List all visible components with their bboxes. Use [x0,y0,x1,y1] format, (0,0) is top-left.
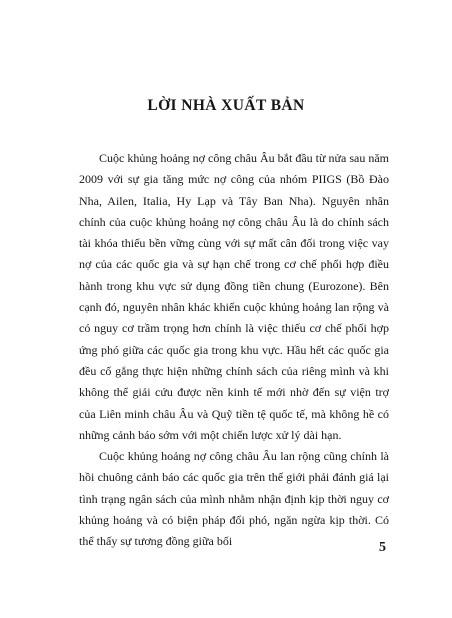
body-text [79,148,389,553]
page-title: LỜI NHÀ XUẤT BẢN [147,97,305,114]
paragraph-1: Cuộc khủng hoảng nợ công châu Âu bắt đầu từ nửa sau năm 2009 với sự gia tăng mức nợ công của nhóm PIIGS (Bồ Đào Nha, Ailen, Italia, Hy Lạp và Tây Ban Nha). Nguyên nhân chính của cuộc khủng hoảng nợ công châu Âu là do chính sách tài khóa thiếu bền vững cùng với sự mất cân đối trong việc vay nợ của các quốc gia và sự hạn chế trong cơ chế phối hợp điều hành trong khu vực sử dụng đồng tiền chung (Eurozone). Bên cạnh đó, nguyên nhân khác khiến cuộc khủng hoảng lan rộng và có nguy cơ trầm trọng hơn chính là việc thiếu cơ chế phối hợp ứng phó giữa các quốc gia trong khu vực. Hầu hết các quốc gia đều cố gắng thực hiện những chính sách của riêng mình và khi không thể giải cứu được nền kinh tế mới nhờ đến sự viện trợ của Liên minh châu Âu và Quỹ tiền tệ quốc tế, mà không hề có những cảnh báo sớm với một chiến lược xử lý dài hạn. [79,151,389,442]
paragraph-2: Cuộc khủng hoảng nợ công châu Âu lan rộng cũng chính là hồi chuông cảnh báo các quốc gia trên thế giới phải đánh giá lại tình trạng ngân sách của mình nhằm nhận định kịp thời nguy cơ khủng hoảng và có biện pháp đối phó, ngăn ngừa kịp thời. Có thể thấy sự tương đồng giữa bối [79,449,389,549]
page-number: 5 [379,540,386,555]
